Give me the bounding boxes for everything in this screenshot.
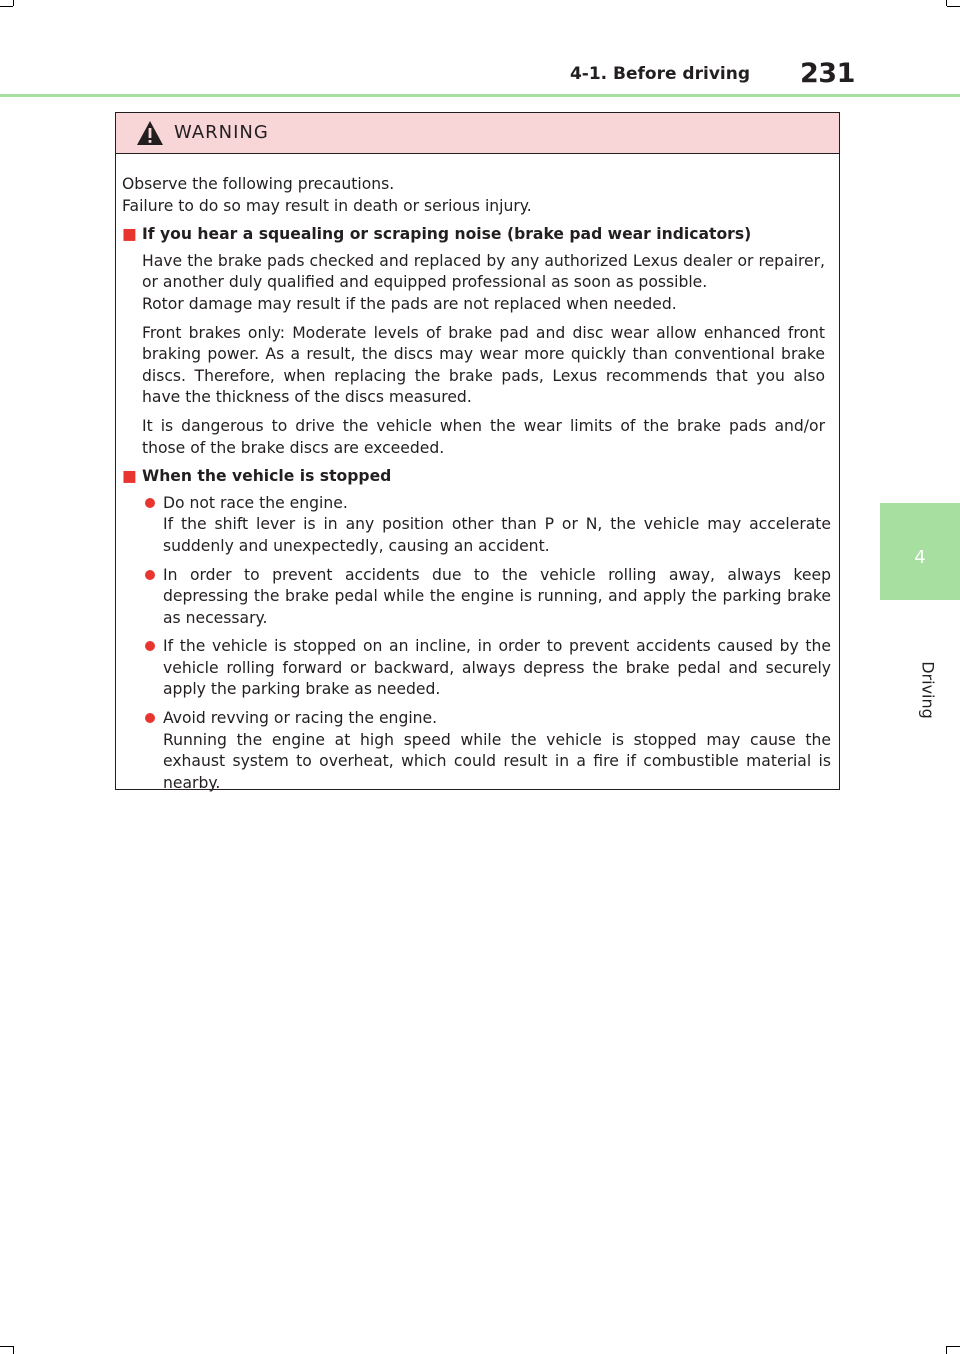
warning-title: WARNING bbox=[174, 122, 269, 143]
list-item-text bbox=[163, 636, 831, 701]
chapter-label-text: Driving bbox=[918, 661, 938, 719]
crop-mark bbox=[946, 1346, 947, 1354]
intro-line: Observe the following precautions. bbox=[122, 175, 395, 193]
list-item bbox=[142, 636, 831, 701]
paragraph: Front brakes only: Moderate levels of brake pad and disc wear allow enhanced front braking power. As a result, the discs may wear more quickly than conventional brake discs. Therefore, when replacing the brake pads, Lexus recommends that you also have the thickness of the discs measured. bbox=[142, 323, 825, 407]
section-heading-text: When the vehicle is stopped bbox=[142, 467, 392, 486]
crop-mark bbox=[0, 6, 13, 7]
chapter-tab bbox=[880, 503, 960, 600]
section-title: 4-1. Before driving bbox=[569, 64, 750, 84]
list-item-body: If the shift lever is in any position other than P or N, the vehicle may accelerate suddenly and unexpectedly, causing an accident. bbox=[163, 515, 831, 555]
crop-mark bbox=[947, 6, 960, 7]
list-item-lead: Avoid revving or racing the engine. bbox=[163, 709, 438, 728]
square-bullet-icon: ■ bbox=[122, 467, 137, 486]
header-rule bbox=[0, 94, 960, 97]
warning-triangle-icon bbox=[136, 120, 164, 146]
warning-body bbox=[116, 154, 839, 794]
intro-line: Failure to do so may result in death or serious injury. bbox=[122, 196, 532, 215]
round-bullet-icon bbox=[145, 498, 155, 508]
crop-mark bbox=[0, 1346, 13, 1347]
list-item-body: In order to prevent accidents due to the vehicle rolling away, always keep depressing the brake pedal while the engine is running, and apply the parking brake as necessary. bbox=[163, 565, 831, 627]
square-bullet-icon: ■ bbox=[122, 225, 137, 244]
page-number: 231 bbox=[800, 58, 855, 89]
list-item-text bbox=[163, 493, 831, 558]
paragraph: Have the brake pads checked and replaced by any authorized Lexus dealer or repairer, or another duly qualified and equipped professional as soon as possible. bbox=[142, 251, 825, 292]
list-item-body: Running the engine at high speed while the vehicle is stopped may cause the exhaust system to overheat, which could result in a fire if combustible material is nearby. bbox=[163, 730, 831, 792]
list-item-body: If the vehicle is stopped on an incline, in order to prevent accidents caused by the vehicle rolling forward or backward, always depress the brake pedal and securely apply the parking brake as needed. bbox=[163, 637, 831, 699]
list-item-text bbox=[163, 708, 831, 794]
paragraph: Rotor damage may result if the pads are not replaced when needed. bbox=[142, 294, 677, 313]
round-bullet-icon bbox=[145, 713, 155, 723]
round-bullet-icon bbox=[145, 641, 155, 651]
round-bullet-icon bbox=[145, 570, 155, 580]
section-heading bbox=[122, 224, 831, 246]
section-heading bbox=[122, 466, 831, 488]
warning-box bbox=[115, 112, 840, 790]
section-heading-text: If you hear a squealing or scraping noise (brake pad wear indicators) bbox=[142, 225, 752, 244]
crop-mark bbox=[13, 0, 14, 6]
list-item bbox=[142, 493, 831, 558]
warning-header bbox=[116, 113, 839, 154]
chapter-label bbox=[918, 640, 938, 740]
list-item-text bbox=[163, 565, 831, 630]
list-item bbox=[142, 565, 831, 630]
paragraph: It is dangerous to drive the vehicle when the wear limits of the brake pads and/or those of the brake discs are exceeded. bbox=[142, 416, 825, 457]
chapter-number: 4 bbox=[914, 547, 926, 568]
list-item bbox=[142, 708, 831, 794]
crop-mark bbox=[13, 1346, 14, 1354]
list-item-lead: Do not race the engine. bbox=[163, 493, 348, 512]
crop-mark bbox=[947, 1346, 960, 1347]
